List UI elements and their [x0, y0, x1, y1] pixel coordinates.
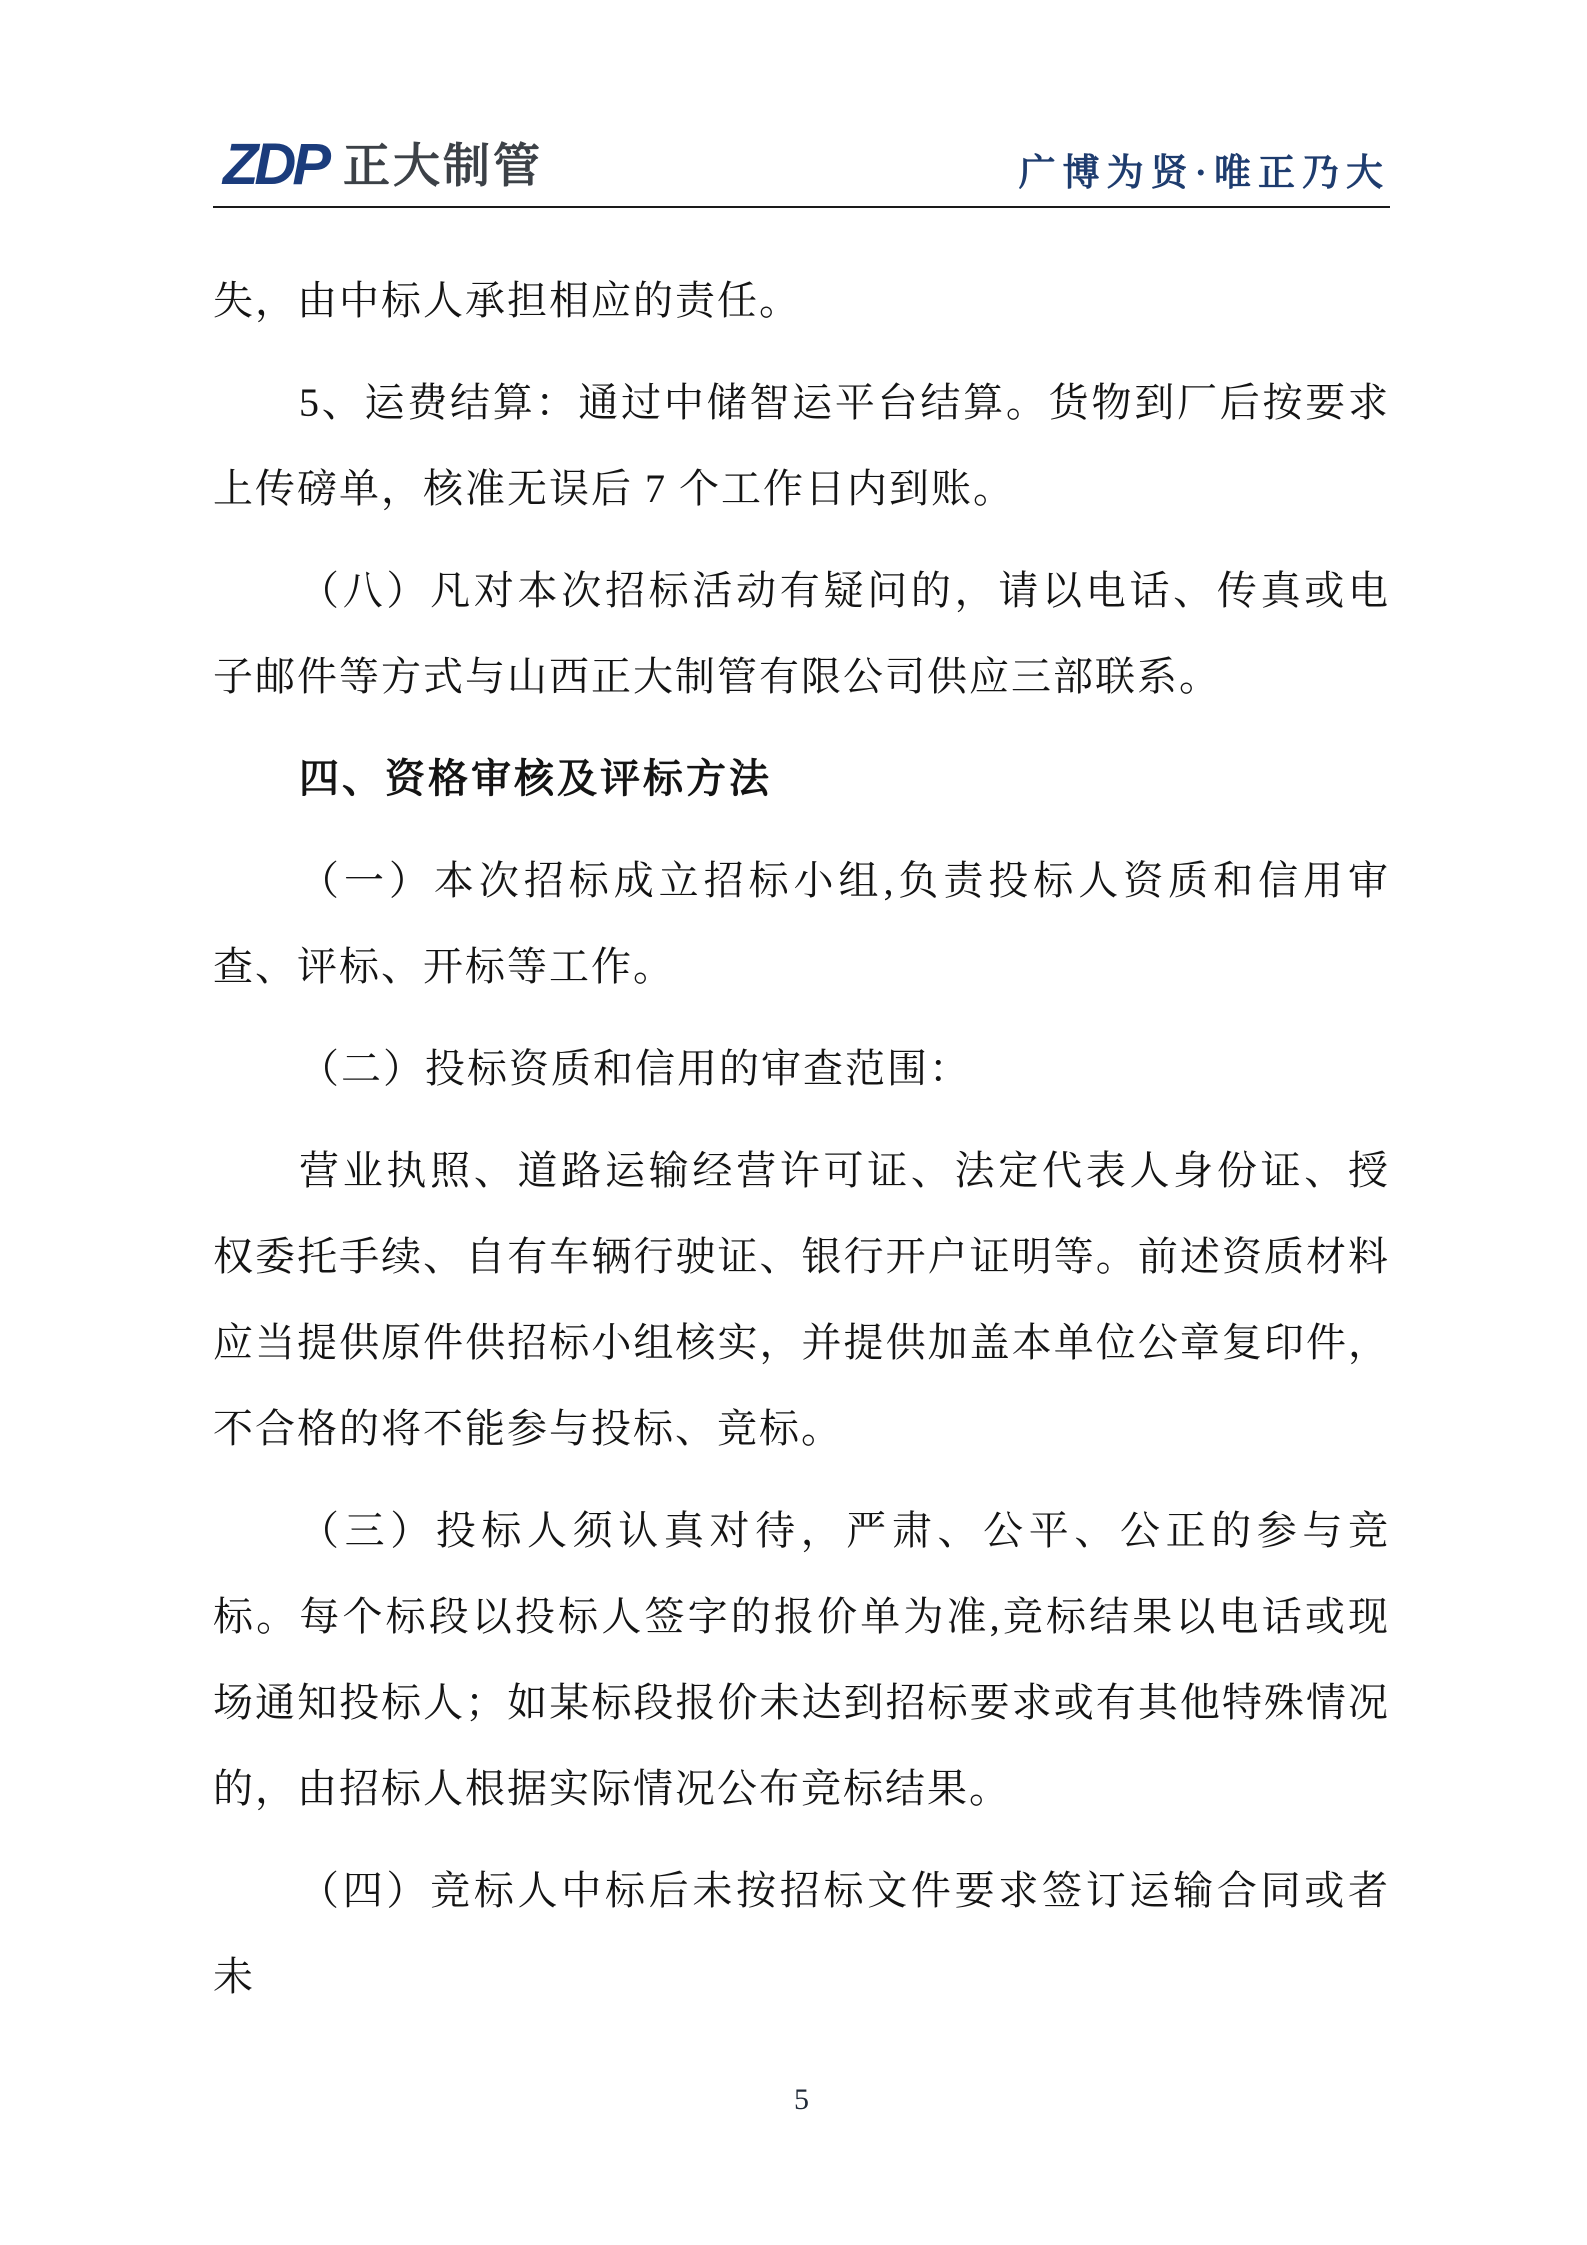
page-number: 5 [794, 2083, 809, 2116]
paragraph-liability-continuation: 失，由中标人承担相应的责任。 [213, 278, 801, 323]
page-header [213, 128, 1390, 208]
paragraph-freight-settlement: 5、运费结算：通过中储智运平台结算。货物到厂后按要求上传磅单，核准无误后 7 个工作日内到账。 [213, 380, 1390, 511]
document-body [213, 208, 1390, 2020]
logo-zdp-mark: ZDP [223, 132, 327, 197]
header-slogan: 广博为贤·唯正乃大 [1018, 153, 1390, 194]
logo-company-name: 正大制管 [343, 138, 543, 192]
paragraph-contact-info: （八）凡对本次招标活动有疑问的，请以电话、传真或电子邮件等方式与山西正大制管有限公司供应三部联系。 [213, 568, 1390, 699]
paragraph-bidding-committee: （一）本次招标成立招标小组,负责投标人资质和信用审查、评标、开标等工作。 [213, 858, 1390, 989]
paragraph-required-materials: 营业执照、道路运输经营许可证、法定代表人身份证、授权委托手续、自有车辆行驶证、银行开户证明等。前述资质材料应当提供原件供招标小组核实，并提供加盖本单位公章复印件，不合格的将不能参与投标、竞标。 [213, 1148, 1390, 1451]
paragraph-contract-signing: （四）竞标人中标后未按招标文件要求签订运输合同或者未 [213, 1868, 1390, 1999]
company-logo [223, 132, 543, 197]
paragraph-review-scope-title: （二）投标资质和信用的审查范围： [299, 1046, 971, 1091]
paragraph-bidding-conduct: （三）投标人须认真对待，严肃、公平、公正的参与竞标。每个标段以投标人签字的报价单为准,竞标结果以电话或现场通知投标人；如某标段报价未达到招标要求或有其他特殊情况的，由招标人根据实际情况公布竞标结果。 [213, 1508, 1390, 1811]
section-heading-qualification-review: 四、资格审核及评标方法 [299, 757, 772, 801]
